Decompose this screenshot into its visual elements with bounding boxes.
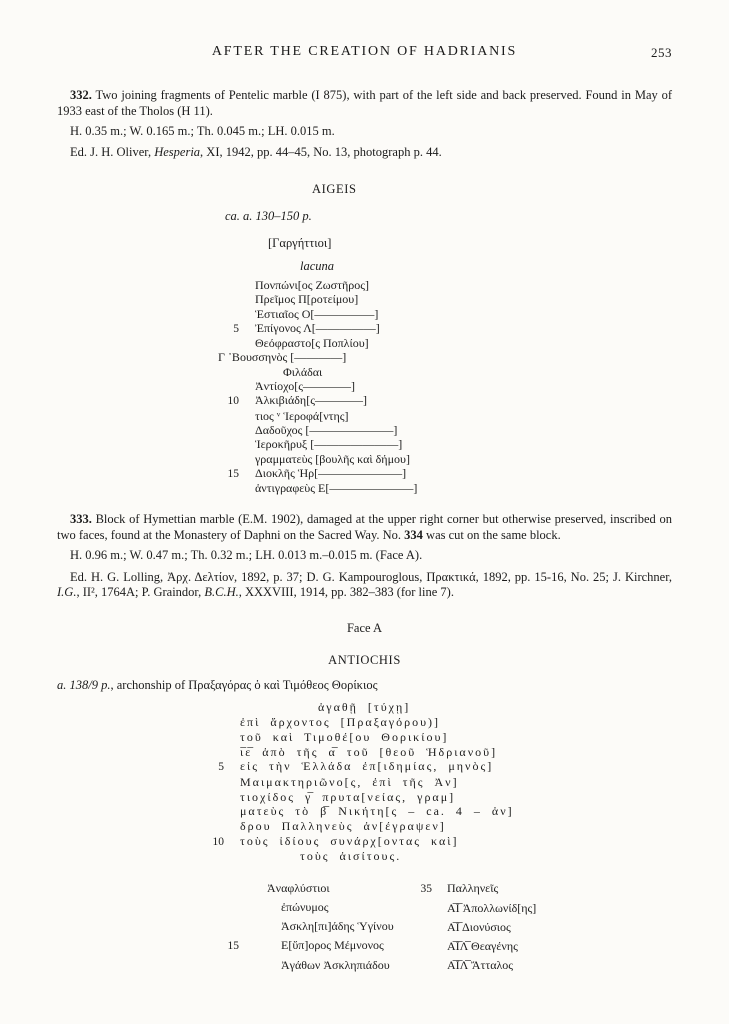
inscription-line [207,423,672,437]
entry-333-description-post: was cut on the same block. [422,527,561,542]
edition-journal: Hesperia [154,144,201,159]
line-text: Α̅Ι̅Λ̅ Ἄτταλος [447,958,514,973]
line-text: Ἀγάθων Ἀσκληπιάδου [281,958,390,973]
inscription-line [207,379,672,393]
inscription-line [207,393,672,408]
inscription-line [192,790,672,805]
edition-pre: Ed. H. G. Lolling, Ἀρχ. Δελτίον, 1892, p. 37; D. G. Kampouroglous, Πρακτικά, 1892, pp. 15-16, No. 25; J. Kirchner, [70,569,672,584]
running-title: AFTER THE CREATION OF HADRIANIS [211,44,518,59]
edition-pre: Ed. J. H. Oliver, [70,144,155,159]
inscription-332 [207,278,672,495]
inscription-line [207,336,672,350]
tribe-heading-antiochis: ANTIOCHIS [328,653,401,668]
line-text: Πονπώνι[ος Ζωστῆρος] [255,278,369,292]
line-number: 5 [233,322,239,335]
inscription-line [410,899,672,918]
line-text: Δαδοῦχος [———————] [255,422,398,437]
entry-332-date [225,209,672,225]
edition-post: , XXXVIII, 1914, pp. 382–383 (for line 7). [238,585,454,600]
inscription-line [207,321,672,336]
tribe-heading-aigeis: AIGEIS [312,182,357,196]
inscription-line [207,936,410,956]
line-text: τοὺς ἀισίτους. [300,849,402,864]
line-text: τοῦ καὶ Τιμοθέ[ου Θορικίου] [240,729,449,744]
page-number: 253 [651,45,672,60]
line-text: Ἱεροκῆρυξ [———————] [255,437,403,452]
inscription-line [192,849,672,864]
line-text: Ἀναφλύστιοι [267,881,330,896]
line-text: τιος ᵛ Ἱεροφά[ντης] [255,408,349,423]
inscription-line [192,804,672,819]
inscription-line [192,715,672,730]
line-text: Ε[ὕπ]ορος Μέμνονος [281,938,384,953]
line-text: ἐπὶ ἄρχοντος [Πραξαγόρου)] [240,715,441,730]
column-anaphlystioi [57,879,410,975]
inscription-line [207,437,672,451]
lacuna-text: lacuna [300,258,335,273]
inscription-line [207,278,672,292]
line-text: ἀγαθῇ [τύχῃ] [318,700,411,715]
inscription-line [410,956,672,975]
line-text: Ἀσκλη[πι]άδης Ὑγίνου [281,919,394,934]
inscription-line [207,466,672,481]
inscription-line [207,409,672,423]
entry-333-description [57,512,672,543]
edition-bch: B.C.H. [204,585,239,600]
entry-333 [57,512,672,975]
line-text: γραμματεὺς [βουλῆς καὶ δήμου] [255,451,410,466]
archon-date: a. 138/9 p. [57,677,111,692]
line-text: ματεὺς τὸ β̅ Νικήτη[ς – ca. 4 – ἀν] [240,804,514,819]
line-text: Φιλάδαι [283,364,323,379]
inscription-line [192,745,672,760]
line-text: Παλληνεῖς [447,881,499,896]
line-text: τιοχίδος γ̅ πρυτα[νείας, γραμ] [240,789,456,804]
line-text: Α̅Ι̅Λ̅ Θεαγένης [447,939,518,954]
line-text: Α̅Ι̅ Διονύσιος [447,920,511,935]
line-text: Ἑστιαῖος Ο[—————] [255,306,379,321]
entry-332-description [57,88,672,119]
entry-332-description-text: Two joining fragments of Pentelic marble (I 875), with part of the left side and back preserved. Found in May of 1933 east of the Tholos (H 11). [57,88,672,118]
line-text: δρου Παλληνεὺς ἀν[έγραψεν] [240,819,446,834]
inscription-line [410,879,672,899]
inscription-line [207,879,410,898]
line-text: τοὺς ἰδίους συνάρχ[οντας καὶ] [240,833,459,848]
line-text: εἰς τὴν Ἑλλάδα ἐπ[ιδημίας, μηνὸς] [240,759,494,774]
line-number: 10 [227,395,239,408]
inscription-line [207,307,672,321]
inscription-line [192,759,672,775]
edition-ig: I.G. [57,585,77,600]
inscription-line [207,917,410,936]
line-number: 10 [212,835,224,848]
lacuna-label [300,259,672,275]
deme-heading-gargettioi: [Γαργήττιοι] [268,236,332,250]
name-columns [57,879,672,975]
line-text: Μαιμακτηριῶνο[ς, ἐπὶ τῆς Ἀν] [240,774,459,789]
line-number: 15 [227,467,239,480]
archon-rest: , archonship of Πραξαγόρας ὁ καὶ Τιμόθεος Θορίκιος [110,677,378,692]
inscription-line [207,956,410,975]
inscription-line [192,700,672,715]
inscription-line [207,365,672,379]
page-header [57,44,672,62]
archonship-line [57,678,672,694]
inscription-line [192,834,672,850]
inscription-line [207,292,672,306]
edition-post: , XI, 1942, pp. 44–45, No. 13, photograph p. 44. [200,144,442,159]
entry-332-edition [57,145,672,161]
entry-333-edition [57,570,672,601]
line-text: Πρεῖμος Π[ροτείμου] [255,292,359,307]
line-text: Θεόφραστο[ς Ποπλίου] [255,336,369,351]
inscription-line [207,898,410,917]
line-text: ἀντιγραφεὺς Ε[———————] [255,481,418,496]
line-number: 35 [420,883,432,896]
entry-332-dimensions: H. 0.35 m.; W. 0.165 m.; Th. 0.045 m.; LH. 0.015 m. [70,124,335,138]
entry-333-description-pre: Block of Hymettian marble (E.M. 1902), damaged at the upper right corner but otherwise preserved, inscribed on two faces, found at the Monastery of Daphni on the Sacred Way. No. [57,512,672,542]
date-text: ca. a. 130–150 p. [225,208,312,223]
inscription-line [192,730,672,745]
line-number: 15 [227,940,239,953]
line-text: Γ ᾽Βουσσηνὸς [————] [218,350,347,365]
line-text: ἐπώνυμος [281,900,329,915]
entry-333-number: 333. [70,512,92,527]
line-text: Ἐπίγονος Λ[—————] [255,320,380,335]
face-a-heading: Face A [346,620,383,635]
line-text: Ἀντίοχο[ς————] [255,379,355,394]
entry-332 [57,88,672,495]
line-text: Διοκλῆς Ἡρ[———————] [255,465,407,480]
inscription-line [192,775,672,790]
inscription-line [410,918,672,937]
inscription-line [207,481,672,495]
entry-332-number: 332. [70,88,92,102]
inscription-line [207,350,672,364]
inscription-line [410,937,672,956]
inscription-line [192,819,672,834]
line-text: Ἀλκιβιάδη[ς————] [255,393,367,408]
column-pallenes [410,879,672,975]
entry-333-dimensions: H. 0.96 m.; W. 0.47 m.; Th. 0.32 m.; LH. 0.013 m.–0.015 m. (Face A). [70,548,423,563]
edition-mid: , II², 1764A; P. Graindor, [76,585,205,600]
line-number: 5 [218,761,224,774]
line-text: Α̅Ι̅ Ἀπολλωνίδ[ης] [447,901,537,916]
inscription-333 [192,700,672,864]
line-text: ι̅ε̅ ἀπὸ τῆς α̅ τοῦ [θεοῦ Ἡδριανοῦ] [240,744,498,759]
entry-333-crossref: 334 [404,527,423,542]
inscription-line [207,452,672,466]
